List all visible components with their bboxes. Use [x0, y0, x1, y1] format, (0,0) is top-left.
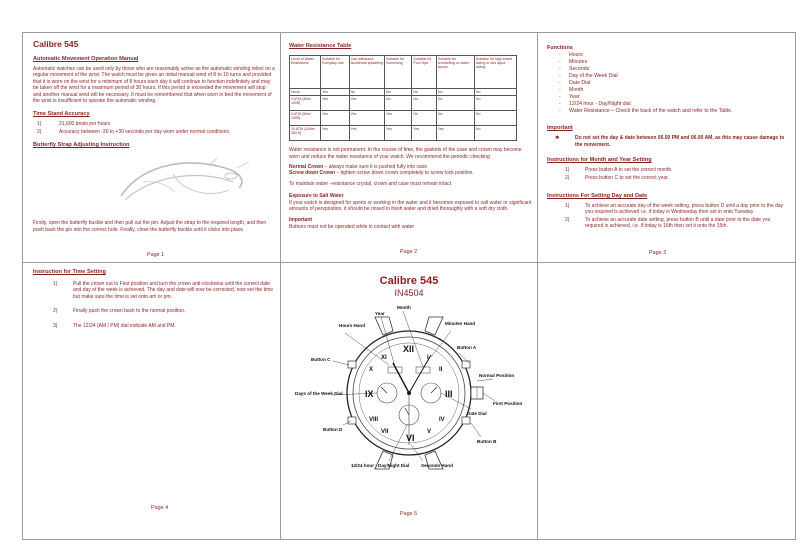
normal-position-label: Normal Position	[479, 373, 515, 378]
list-item: - Hours	[547, 52, 789, 59]
year-label: Year	[375, 311, 385, 316]
list-item: 3) The 12/24 (AM / PM) dial indicate AM and PM.	[53, 322, 176, 329]
list-item: 1) Pull the crown out to First position and turn the crown anti-clockwise until the correct date and day of the week is achieved. The day and date will now be corrected, now set the time but make sure the time is set onto am or pm.	[53, 281, 274, 300]
svg-text:VI: VI	[406, 433, 415, 443]
day-night-label: 12/24 hour - Day/Night Dial	[351, 463, 410, 468]
month-list	[547, 167, 789, 181]
model-number: IN4504	[394, 288, 424, 298]
page-number: Page 3	[649, 250, 667, 256]
button-c-icon	[348, 361, 356, 368]
page-number: Page 2	[400, 249, 418, 255]
list-item: 2) Accuracy between -30 to +30 seconds per day worn under normal conditions.	[37, 128, 231, 135]
normal-crown-line: Normal Crown – always make sure it is pushed fully into case	[289, 164, 428, 171]
list-item: - Seconds	[547, 66, 789, 73]
hours-hand-label: Hours Hand	[339, 323, 366, 328]
list-item: 2) Press button C to set the correct year.	[565, 174, 669, 181]
water-resistance-table	[289, 55, 517, 141]
button-c-label: Button C	[311, 357, 331, 362]
page-number: Page 1	[147, 252, 165, 258]
table-row: None Yes No No No No No	[290, 89, 517, 96]
salt-heading: Exposure to Salt Water	[289, 193, 344, 200]
button-d-label: Button D	[323, 427, 343, 432]
svg-text:II: II	[439, 367, 443, 373]
first-position-label: First Position	[493, 401, 523, 406]
manual-sheet	[22, 32, 796, 540]
salt-text: If your watch is designed for sports or working in the water and it becomes exposed to salt water or significant amounts of perspiration, it should be rinsed in fresh water and dried thoroughly with a soft dry cloth.	[289, 199, 532, 213]
svg-text:X: X	[369, 367, 374, 373]
minutes-hand-label: Minutes Hand	[445, 321, 476, 326]
table-row: 3 ATM (30m/ 100ft) Yes Yes No No No No	[290, 96, 517, 111]
list-item: - 12/24 hour - Day/Night dial	[547, 101, 789, 108]
month-label: Month	[397, 305, 411, 310]
page-2-panel	[289, 43, 533, 257]
page-number: Page 5	[400, 511, 418, 517]
section-heading: Important	[547, 125, 573, 132]
diamond-bullet-icon: ❖	[555, 135, 560, 142]
time-setting-list	[33, 281, 275, 329]
strap-text: Firstly, open the butterfly buckle and then pull out the pin. Adjust the strap to the required length, and then push back the pin into the correct hole. Finally, close the butterfly buckle until it clicks into place.	[33, 220, 267, 233]
column-divider	[537, 33, 538, 539]
page-number: Page 4	[151, 505, 169, 511]
section-heading: Water Resistance Table	[289, 43, 352, 49]
page-5-panel	[281, 263, 537, 539]
functions-heading: Functions	[547, 45, 573, 51]
butterfly-strap-illustration	[113, 152, 263, 214]
accuracy-list	[33, 121, 275, 135]
important-heading: Important	[289, 217, 313, 224]
page-1-panel	[33, 39, 275, 259]
page-title: Calibre 545	[379, 275, 439, 287]
button-a-icon	[462, 361, 470, 368]
list-item: - Year	[547, 94, 789, 101]
section-heading: Butterfly Strap Adjusting Instruction	[33, 142, 130, 149]
section-heading: Instruction for Time Setting	[33, 269, 106, 275]
svg-text:VIII: VIII	[369, 417, 379, 423]
section-heading: Instructions for Month and Year Setting	[547, 157, 652, 164]
button-d-icon	[348, 417, 356, 424]
watch-diagram	[281, 305, 537, 505]
list-item: - Month	[547, 87, 789, 94]
seconds-hand-label: Seconds Hand	[421, 463, 453, 468]
button-b-icon	[462, 417, 470, 424]
svg-text:XI: XI	[381, 355, 387, 361]
svg-text:IX: IX	[365, 389, 374, 399]
svg-text:III: III	[445, 389, 453, 399]
list-item: 2) To achieve an accurate date setting, press button B until a date prior to the date you required is achieved, i.e. if today is 16th then set it onto the 15th.	[565, 216, 771, 230]
button-a-label: Button A	[457, 345, 477, 350]
table-row: 10 ATM (100m/ 300 ft) Yes Yes Yes Yes Yes No	[290, 126, 517, 141]
date-dial-label: Date Dial	[467, 411, 487, 416]
list-item: - Water Resistance – Check the back of the watch and refer to the Table.	[547, 108, 789, 115]
important-text: Buttons must not be operated while in contact with water	[289, 223, 415, 230]
svg-text:I: I	[427, 355, 429, 361]
list-item: 1) To achieve an accurate day of the week setting, press button D until a day prior to the day you required is achieved i.e. if today is Wednesday then set in onto Tuesday	[565, 203, 784, 216]
day-list	[547, 203, 789, 230]
list-item: - Day of the Week Dial	[547, 73, 789, 80]
table-header-row: Level of Water Resistance Suitable for Everyday use Can withstand accidental splashing Suitable for Swimming Suitable for Pool Spa Suitable for snorkelling or water sports Suitable for high board diving or sub aqua diving	[290, 56, 517, 89]
svg-text:VII: VII	[381, 429, 389, 435]
section-heading: Instructions For Setting Day and Date	[547, 193, 648, 200]
screw-crown-line: Screw down Crown – tighten screw down crown completely to screw lock position.	[289, 170, 474, 177]
days-dial-label: Days of the Week Dial	[295, 391, 343, 396]
list-item: - Minutes	[547, 59, 789, 66]
lug-top-left	[375, 317, 393, 335]
svg-text:XII: XII	[403, 344, 415, 354]
section-heading: Automatic Movement Operation Manual	[33, 56, 139, 62]
important-note: ❖ Do not set the day & date between 06.00 PM and 06.00 AM, as this may cause damage to the movement.	[555, 135, 785, 148]
list-item: 1) 21,600 beats per hours	[37, 121, 111, 128]
maintain-text: To maintain water –resistance crystal, crown and case must remain intact	[289, 180, 452, 187]
list-item: 2) Finally push the crown back to the normal position.	[53, 308, 186, 315]
lug-top-right	[425, 317, 443, 335]
auto-text: Automatic watches can be used only by those who are reasonably active as the automatic winding relies on a regular movement of the wrist. The watch must be given an initial manual wind of 8 to 10 turns and provided that it is worn on the wrist for a minimum of 8 hours each day it will continue to function indefinitely and may be taken off the wrist for a maximum period of 30 hours. If this period is exceeded the movement will stop and another manual wind will be necessary. It must be remembered that when worn in bed the movement of the wrist is insufficient to operate the automatic winding.	[33, 66, 275, 105]
table-row: 5 ATM (50m/ 150ft) Yes Yes Yes No No No	[290, 111, 517, 126]
svg-text:V: V	[427, 429, 432, 435]
page-3-panel	[547, 45, 789, 257]
section-heading: Time Stand Accuracy	[33, 111, 90, 118]
page-title: Calibre 545	[33, 39, 79, 49]
wr-text: Water resistance is not permanent. In the course of time, the gaskets of the case and crown may become worn and reduce the water resistance of your watch. We recommend the periodic checking	[289, 147, 522, 160]
list-item: 1) Press button A to set the correct month.	[565, 167, 673, 174]
svg-text:IV: IV	[439, 417, 445, 423]
functions-list	[547, 52, 789, 115]
list-item: - Date Dial	[547, 80, 789, 87]
page-4-panel	[33, 269, 275, 469]
button-b-label: Button B	[477, 439, 497, 444]
